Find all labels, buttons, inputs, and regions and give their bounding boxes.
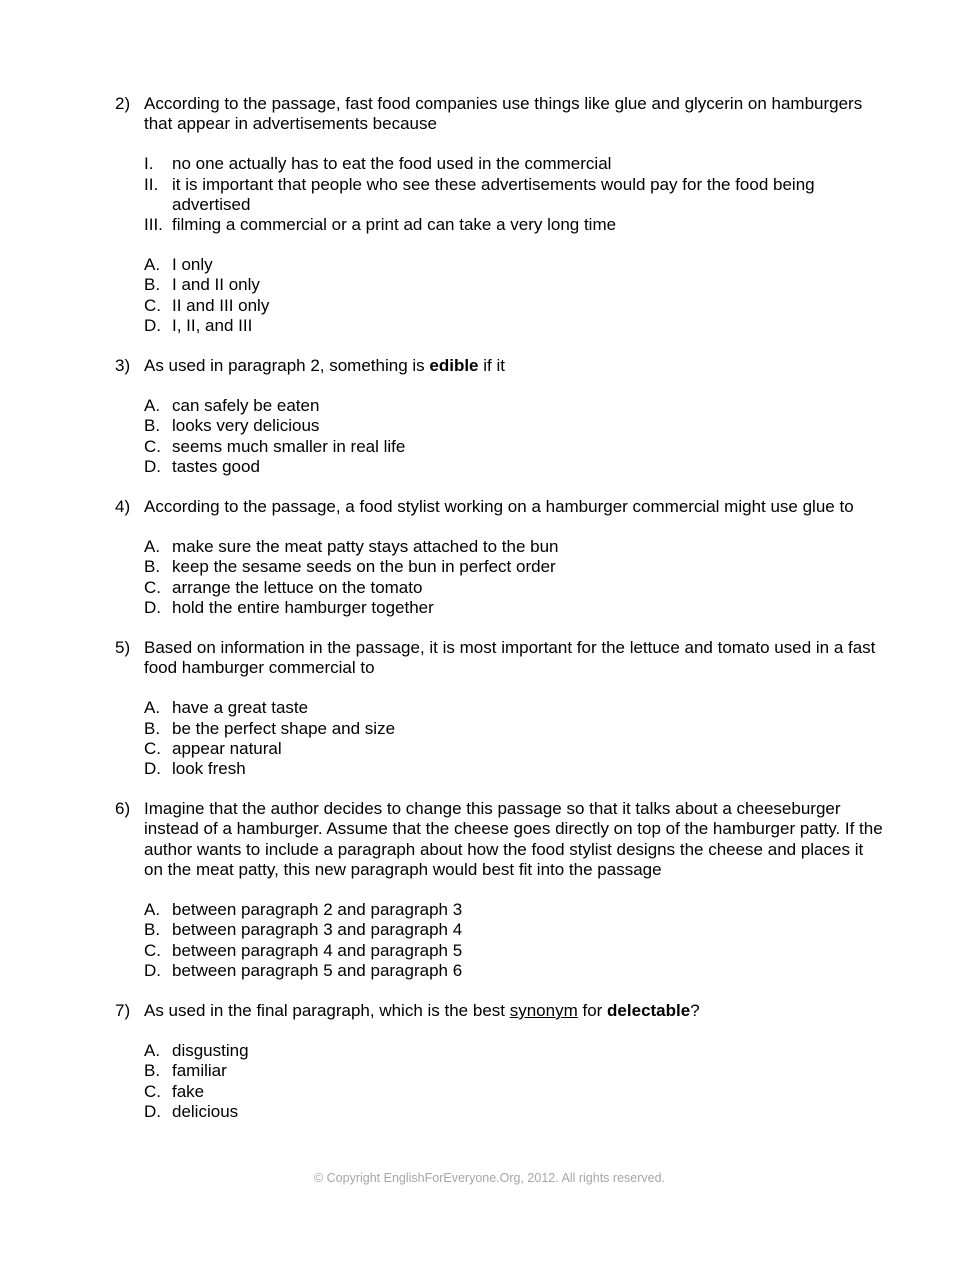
- copyright-footer: © Copyright EnglishForEveryone.Org, 2012. All rights reserved.: [313, 1171, 666, 1185]
- answer-choice[interactable]: [0, 255, 852, 275]
- answer-choice[interactable]: [0, 296, 852, 316]
- vocabulary-term: edible: [429, 356, 479, 376]
- answer-choice[interactable]: [0, 557, 852, 577]
- choice-text: familiar: [172, 1061, 227, 1081]
- statement-marker: II.: [144, 174, 159, 194]
- answer-choices: [0, 396, 979, 477]
- choice-text: looks very delicious: [172, 416, 320, 436]
- answer-choice[interactable]: [0, 275, 852, 295]
- question-text-part: ?: [690, 1000, 700, 1020]
- statement-text: no one actually has to eat the food used in the commercial: [172, 154, 612, 174]
- underlined-term: synonym: [509, 1000, 578, 1020]
- question-number: 4): [115, 497, 131, 517]
- choice-letter: D.: [144, 597, 161, 617]
- answer-choice[interactable]: [0, 457, 852, 477]
- answer-choice[interactable]: [0, 739, 852, 759]
- choice-text: between paragraph 4 and paragraph 5: [172, 940, 463, 960]
- question-7: [0, 1001, 979, 1122]
- statement-list: [0, 154, 979, 235]
- question-2: [0, 94, 979, 336]
- choice-letter: A.: [144, 255, 161, 275]
- choice-letter: A.: [144, 698, 161, 718]
- choice-letter: B.: [144, 718, 161, 738]
- answer-choice[interactable]: [0, 941, 852, 961]
- question-number: 7): [115, 1000, 131, 1020]
- choice-text: have a great taste: [172, 698, 309, 718]
- choice-letter: A.: [144, 396, 161, 416]
- choice-letter: D.: [144, 1101, 161, 1121]
- question-number: 6): [115, 799, 131, 819]
- choice-text: look fresh: [172, 759, 246, 779]
- question-number: 5): [115, 638, 131, 658]
- choice-letter: A.: [144, 900, 161, 920]
- question-text: According to the passage, fast food companies use things like glue and glycerin on hamburgers that appear in advertisements because: [144, 94, 863, 134]
- choice-text: I only: [172, 255, 213, 275]
- choice-text: tastes good: [172, 456, 260, 476]
- question-5: [0, 638, 979, 779]
- choice-text: between paragraph 3 and paragraph 4: [172, 920, 463, 940]
- statement-text: it is important that people who see these advertisements would pay for the food being advertised: [172, 174, 815, 214]
- question-number: 2): [115, 94, 131, 113]
- answer-choice[interactable]: [0, 1102, 852, 1122]
- choice-text: delicious: [172, 1101, 239, 1121]
- choice-letter: B.: [144, 1061, 161, 1081]
- answer-choice[interactable]: [0, 961, 852, 981]
- statement-text: filming a commercial or a print ad can take a very long time: [172, 215, 617, 235]
- question-text-part: As used in the final paragraph, which is the best: [144, 1000, 510, 1020]
- worksheet-page: [0, 94, 979, 1142]
- choice-letter: C.: [144, 940, 161, 960]
- choice-letter: B.: [144, 416, 161, 436]
- answer-choices: [0, 537, 979, 618]
- choice-text: fake: [172, 1081, 205, 1101]
- question-text: Based on information in the passage, it is most important for the lettuce and tomato used in a fast food hamburger commercial to: [144, 638, 876, 678]
- choice-letter: C.: [144, 436, 161, 456]
- choice-text: I, II, and III: [172, 315, 253, 335]
- answer-choice[interactable]: [0, 920, 852, 940]
- answer-choice[interactable]: [0, 396, 852, 416]
- answer-choice[interactable]: [0, 578, 852, 598]
- statement-marker: III.: [144, 215, 163, 235]
- answer-choice[interactable]: [0, 437, 852, 457]
- choice-text: between paragraph 5 and paragraph 6: [172, 960, 463, 980]
- answer-choices: [0, 900, 979, 981]
- choice-letter: D.: [144, 315, 161, 335]
- question-6: [0, 799, 979, 981]
- choice-letter: D.: [144, 759, 161, 779]
- choice-letter: A.: [144, 1041, 161, 1061]
- statement-marker: I.: [144, 154, 154, 174]
- statement-item: [0, 215, 852, 235]
- answer-choices: [0, 698, 979, 779]
- choice-letter: A.: [144, 537, 161, 557]
- choice-letter: D.: [144, 456, 161, 476]
- question-text-part: As used in paragraph 2, something is: [144, 356, 430, 376]
- choice-text: disgusting: [172, 1041, 249, 1061]
- choice-text: appear natural: [172, 738, 282, 758]
- choice-text: can safely be eaten: [172, 396, 320, 416]
- question-text-part: if it: [478, 356, 505, 376]
- answer-choice[interactable]: [0, 698, 852, 718]
- answer-choice[interactable]: [0, 1041, 852, 1061]
- answer-choice[interactable]: [0, 719, 852, 739]
- choice-text: make sure the meat patty stays attached to the bun: [172, 537, 559, 557]
- choice-text: be the perfect shape and size: [172, 718, 396, 738]
- answer-choice[interactable]: [0, 537, 852, 557]
- choice-letter: B.: [144, 275, 161, 295]
- choice-letter: B.: [144, 920, 161, 940]
- question-4: [0, 497, 979, 618]
- answer-choice[interactable]: [0, 1082, 852, 1102]
- choice-text: keep the sesame seeds on the bun in perfect order: [172, 557, 556, 577]
- question-3: [0, 356, 979, 477]
- question-text: Imagine that the author decides to change this passage so that it talks about a cheeseburger instead of a hamburger. Assume that the cheese goes directly on top of the hamburger patty. If the author wants to include a paragraph about how the food stylist designs the cheese and places it on the meat patty, this new paragraph would best fit into the passage: [144, 799, 883, 879]
- answer-choice[interactable]: [0, 1061, 852, 1081]
- statement-item: [0, 154, 852, 174]
- question-text: According to the passage, a food stylist working on a hamburger commercial might use glue to: [144, 497, 854, 517]
- answer-choice[interactable]: [0, 598, 852, 618]
- choice-letter: C.: [144, 738, 161, 758]
- answer-choice[interactable]: [0, 316, 852, 336]
- answer-choice[interactable]: [0, 416, 852, 436]
- choice-letter: C.: [144, 1081, 161, 1101]
- answer-choice[interactable]: [0, 759, 852, 779]
- choice-text: II and III only: [172, 295, 270, 315]
- answer-choices: [0, 1041, 979, 1122]
- question-text-part: for: [577, 1000, 608, 1020]
- choice-letter: C.: [144, 577, 161, 597]
- choice-text: between paragraph 2 and paragraph 3: [172, 900, 463, 920]
- choice-text: arrange the lettuce on the tomato: [172, 577, 423, 597]
- statement-item: [0, 175, 852, 215]
- choice-text: seems much smaller in real life: [172, 436, 406, 456]
- choice-text: hold the entire hamburger together: [172, 597, 434, 617]
- choice-text: I and II only: [172, 275, 260, 295]
- answer-choices: [0, 255, 979, 336]
- vocabulary-term: delectable: [607, 1000, 691, 1020]
- answer-choice[interactable]: [0, 900, 852, 920]
- choice-letter: B.: [144, 557, 161, 577]
- choice-letter: C.: [144, 295, 161, 315]
- question-text: [144, 1001, 884, 1021]
- question-text: [144, 356, 884, 376]
- choice-letter: D.: [144, 960, 161, 980]
- question-number: 3): [115, 356, 131, 376]
